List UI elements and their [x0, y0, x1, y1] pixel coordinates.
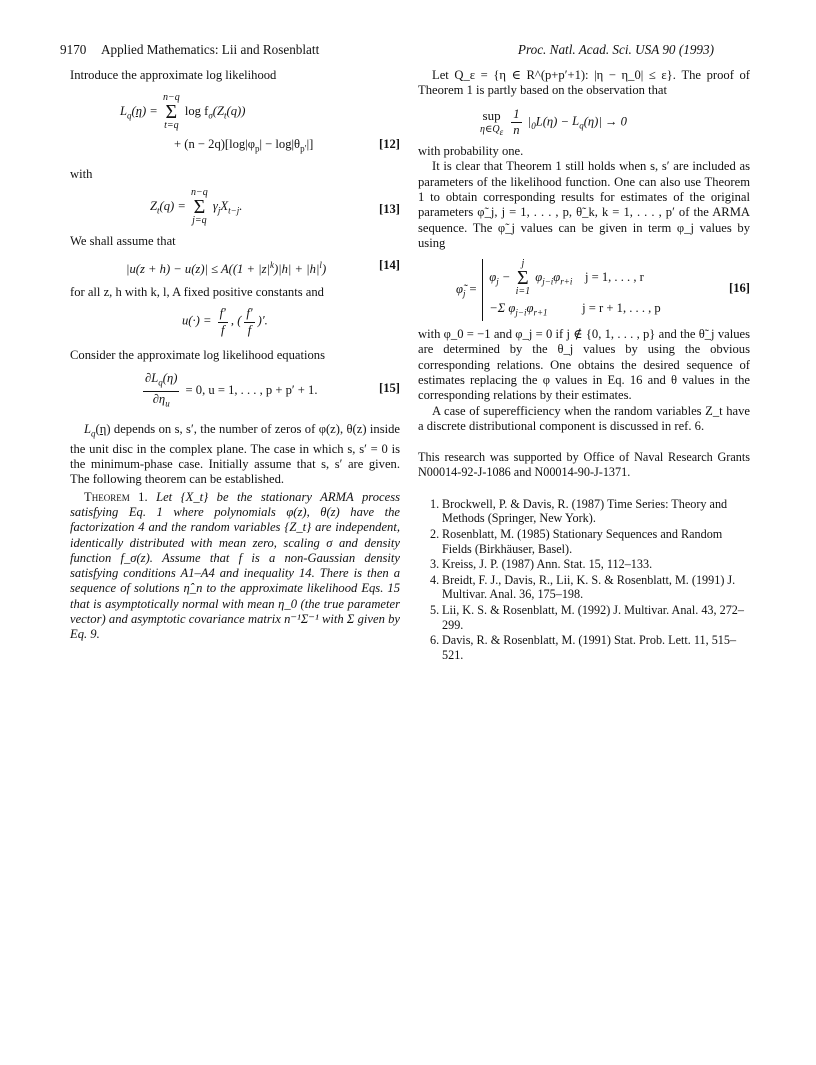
running-header-left	[60, 42, 319, 58]
equation-u: u(·) = $\frac{f'}{f}$ , ( $\frac{f'}{f}$ )′.	[182, 306, 268, 337]
theorem-text: Let {X_t} be the stationary ARMA process satisfying Eq. 1 where polynomials φ(z), θ(z) have the factorization 4 and the random variables {Z_t} are independent, identically distributed with mean zero, scaling σ and density function f_σ(z). Assume that f is a non-Gaussian density satisfying conditions A1–A4 and inequality 14. There is then a sequence of solutions η̂_n to the approximate likelihood Eqs. 15 that is asymptotically normal with mean η_0 (the true parameter vector) and asymptotic covariance matrix n⁻¹Σ⁻¹ with Σ given by Eq. 9.	[70, 489, 400, 642]
reference-text: Brockwell, P. & Davis, R. (1987) Time Series: Theory and Methods (Springer, New York).	[442, 496, 728, 526]
clear-paragraph: It is clear that Theorem 1 still holds when s, s′ are included as parameters of the likelihood function. One can also use Theorem 1 to obtain corresponding results for estimates of the original parameters φ̃_j, j = 1, . . . , p, θ̃_k, k = 1, . . . , p′ of the ARMA sequence. The φ̃_j values can be given in term φ_j values by using	[418, 159, 750, 250]
eq14-body: |u(z + h) − u(z)| ≤ A((1 + |z|	[126, 261, 270, 276]
assume-text: We shall assume that	[70, 234, 176, 249]
reference-item	[418, 557, 750, 572]
theorem-label: Theorem 1.	[84, 489, 148, 504]
reference-number: 3.	[430, 557, 440, 572]
reference-item	[418, 633, 750, 662]
section-title: Applied Mathematics: Lii and Rosenblatt	[100, 42, 320, 57]
consider-text: Consider the approximate log likelihood equations	[70, 348, 325, 363]
q-eps-paragraph: Let Q_ε = {η ∈ R^(p+p′+1): |η − η_0| ≤ ε}. The proof of Theorem 1 is partly based on the observation that	[418, 68, 750, 98]
equation-12: $L_q(\eta)$ = n−q Σ t=q $\log f_\sigma(Z_t(q))$ + $(n - 2q)[\log|\varphi_p| - \log|\theta_{p'}|]$ [12]	[120, 92, 400, 154]
intro-text: Introduce the approximate log likelihood	[70, 68, 277, 82]
reference-text: Kreiss, J. P. (1987) Ann. Stat. 15, 112–133.	[442, 557, 653, 572]
reference-item	[418, 527, 750, 556]
funding-note: This research was supported by Office of Naval Research Grants N00014-92-J-1086 and N00014-90-J-1371.	[418, 450, 750, 480]
depends-paragraph: $L_q(\eta)$ depends on s, s′, the number of zeros of φ(z), θ(z) inside the unit disc in the complex plane. The case in which s, s′ = 0 is the minimum-phase case. Initially assume that s, s′ are given. The following theorem can be established.	[70, 422, 401, 487]
eq16-number: [16]	[729, 281, 750, 296]
depends-text: depends on s, s′, the number of zeros of φ(z), θ(z) inside the unit disc in the complex plane. The case in which s, s′ = 0 is the minimum-phase case. Initially assume that s, s′ are given. The following theorem can be established.	[70, 422, 401, 487]
reference-text: Lii, K. S. & Rosenblatt, M. (1992) J. Multivar. Anal. 43, 272–299.	[442, 602, 744, 632]
sup-equation: sup $\eta\in Q_\varepsilon$ $\frac{1}{n}$ $|_0L(\eta) - L_q(\eta)| \to 0$	[480, 106, 627, 138]
left-column	[70, 68, 400, 643]
reference-item	[418, 497, 750, 526]
with-label: with	[70, 167, 93, 182]
journal-citation: Proc. Natl. Acad. Sci. USA 90 (1993)	[517, 42, 714, 57]
eq16-case1: j = 1, . . . , r	[584, 270, 644, 285]
reference-text: Rosenblatt, M. (1985) Stationary Sequences and Random Fields (Birkhäuser, Basel).	[442, 526, 723, 556]
equation-13: $Z_t(q)$ = n−q Σ j=q $\gamma_jX_{t-j}$. [13]	[150, 187, 400, 227]
reference-text: Davis, R. & Rosenblatt, M. (1991) Stat. Prob. Lett. 11, 515–521.	[442, 633, 737, 662]
superefficiency-paragraph: A case of superefficiency when the random variables Z_t have a discrete distributional component is discussed in ref. 6.	[418, 403, 750, 433]
eq15-number: [15]	[379, 381, 400, 396]
probability-text: with probability one.	[418, 144, 524, 159]
reference-list	[418, 497, 750, 663]
equation-15: $\frac{\partial L_q(\eta)}{\partial\eta_u}$ = 0, u = 1, . . . , p + p′ + 1. [15]	[145, 371, 400, 409]
eq15-rhs: = 0, u = 1, . . . , p + p′ + 1.	[185, 383, 318, 398]
reference-number: 1.	[430, 496, 440, 511]
reference-item	[418, 603, 750, 632]
for-all-text: for all z, h with k, l, A fixed positive constants and	[70, 285, 324, 300]
eq12-line2: + (n − 2q)[log|φ	[174, 137, 256, 152]
theorem-1	[70, 490, 400, 643]
page-number: 9170	[60, 42, 87, 57]
reference-item	[418, 573, 750, 602]
reference-number: 4.	[430, 572, 440, 587]
reference-number: 6.	[430, 633, 440, 648]
reference-text: Breidt, F. J., Davis, R., Lii, K. S. & Rosenblatt, M. (1991) J. Multivar. Anal. 36, 175–198.	[442, 572, 736, 602]
right-column	[418, 68, 750, 663]
eq12-number: [12]	[379, 137, 400, 152]
eq12-log: log f	[184, 104, 209, 119]
eq13-number: [13]	[379, 202, 400, 217]
reference-number: 2.	[430, 526, 440, 541]
eq16-case2: j = r + 1, . . . , p	[582, 301, 661, 316]
equation-16: $\varphĩ_j$ = $\varphi_j$ − j Σ i=1 $\varphi_{j-i}\varphi_{r+i}$ j = 1, . . . , r −Σ $\varphi_{j-i}\varphi_{r+1}$ j = r + 1, . . . , p [16]	[418, 259, 750, 321]
eq14-number: [14]	[379, 257, 400, 272]
with-phi-paragraph: with φ_0 = −1 and φ_j = 0 if j ∉ {0, 1, . . . , p} and the θ̃_j values are determined by the θ_j values by using the obvious corresponding relations. One obtains the desired sequence of estimates replacing the φ values in Eq. 16 and θ values in the corresponding relations by their estimates.	[418, 327, 750, 403]
equation-14: $|u(z + h) - u(z)| \le A((1 + |z|^k)|h| + |h|^l)$ [14]	[126, 257, 400, 276]
reference-number: 5.	[430, 602, 440, 617]
